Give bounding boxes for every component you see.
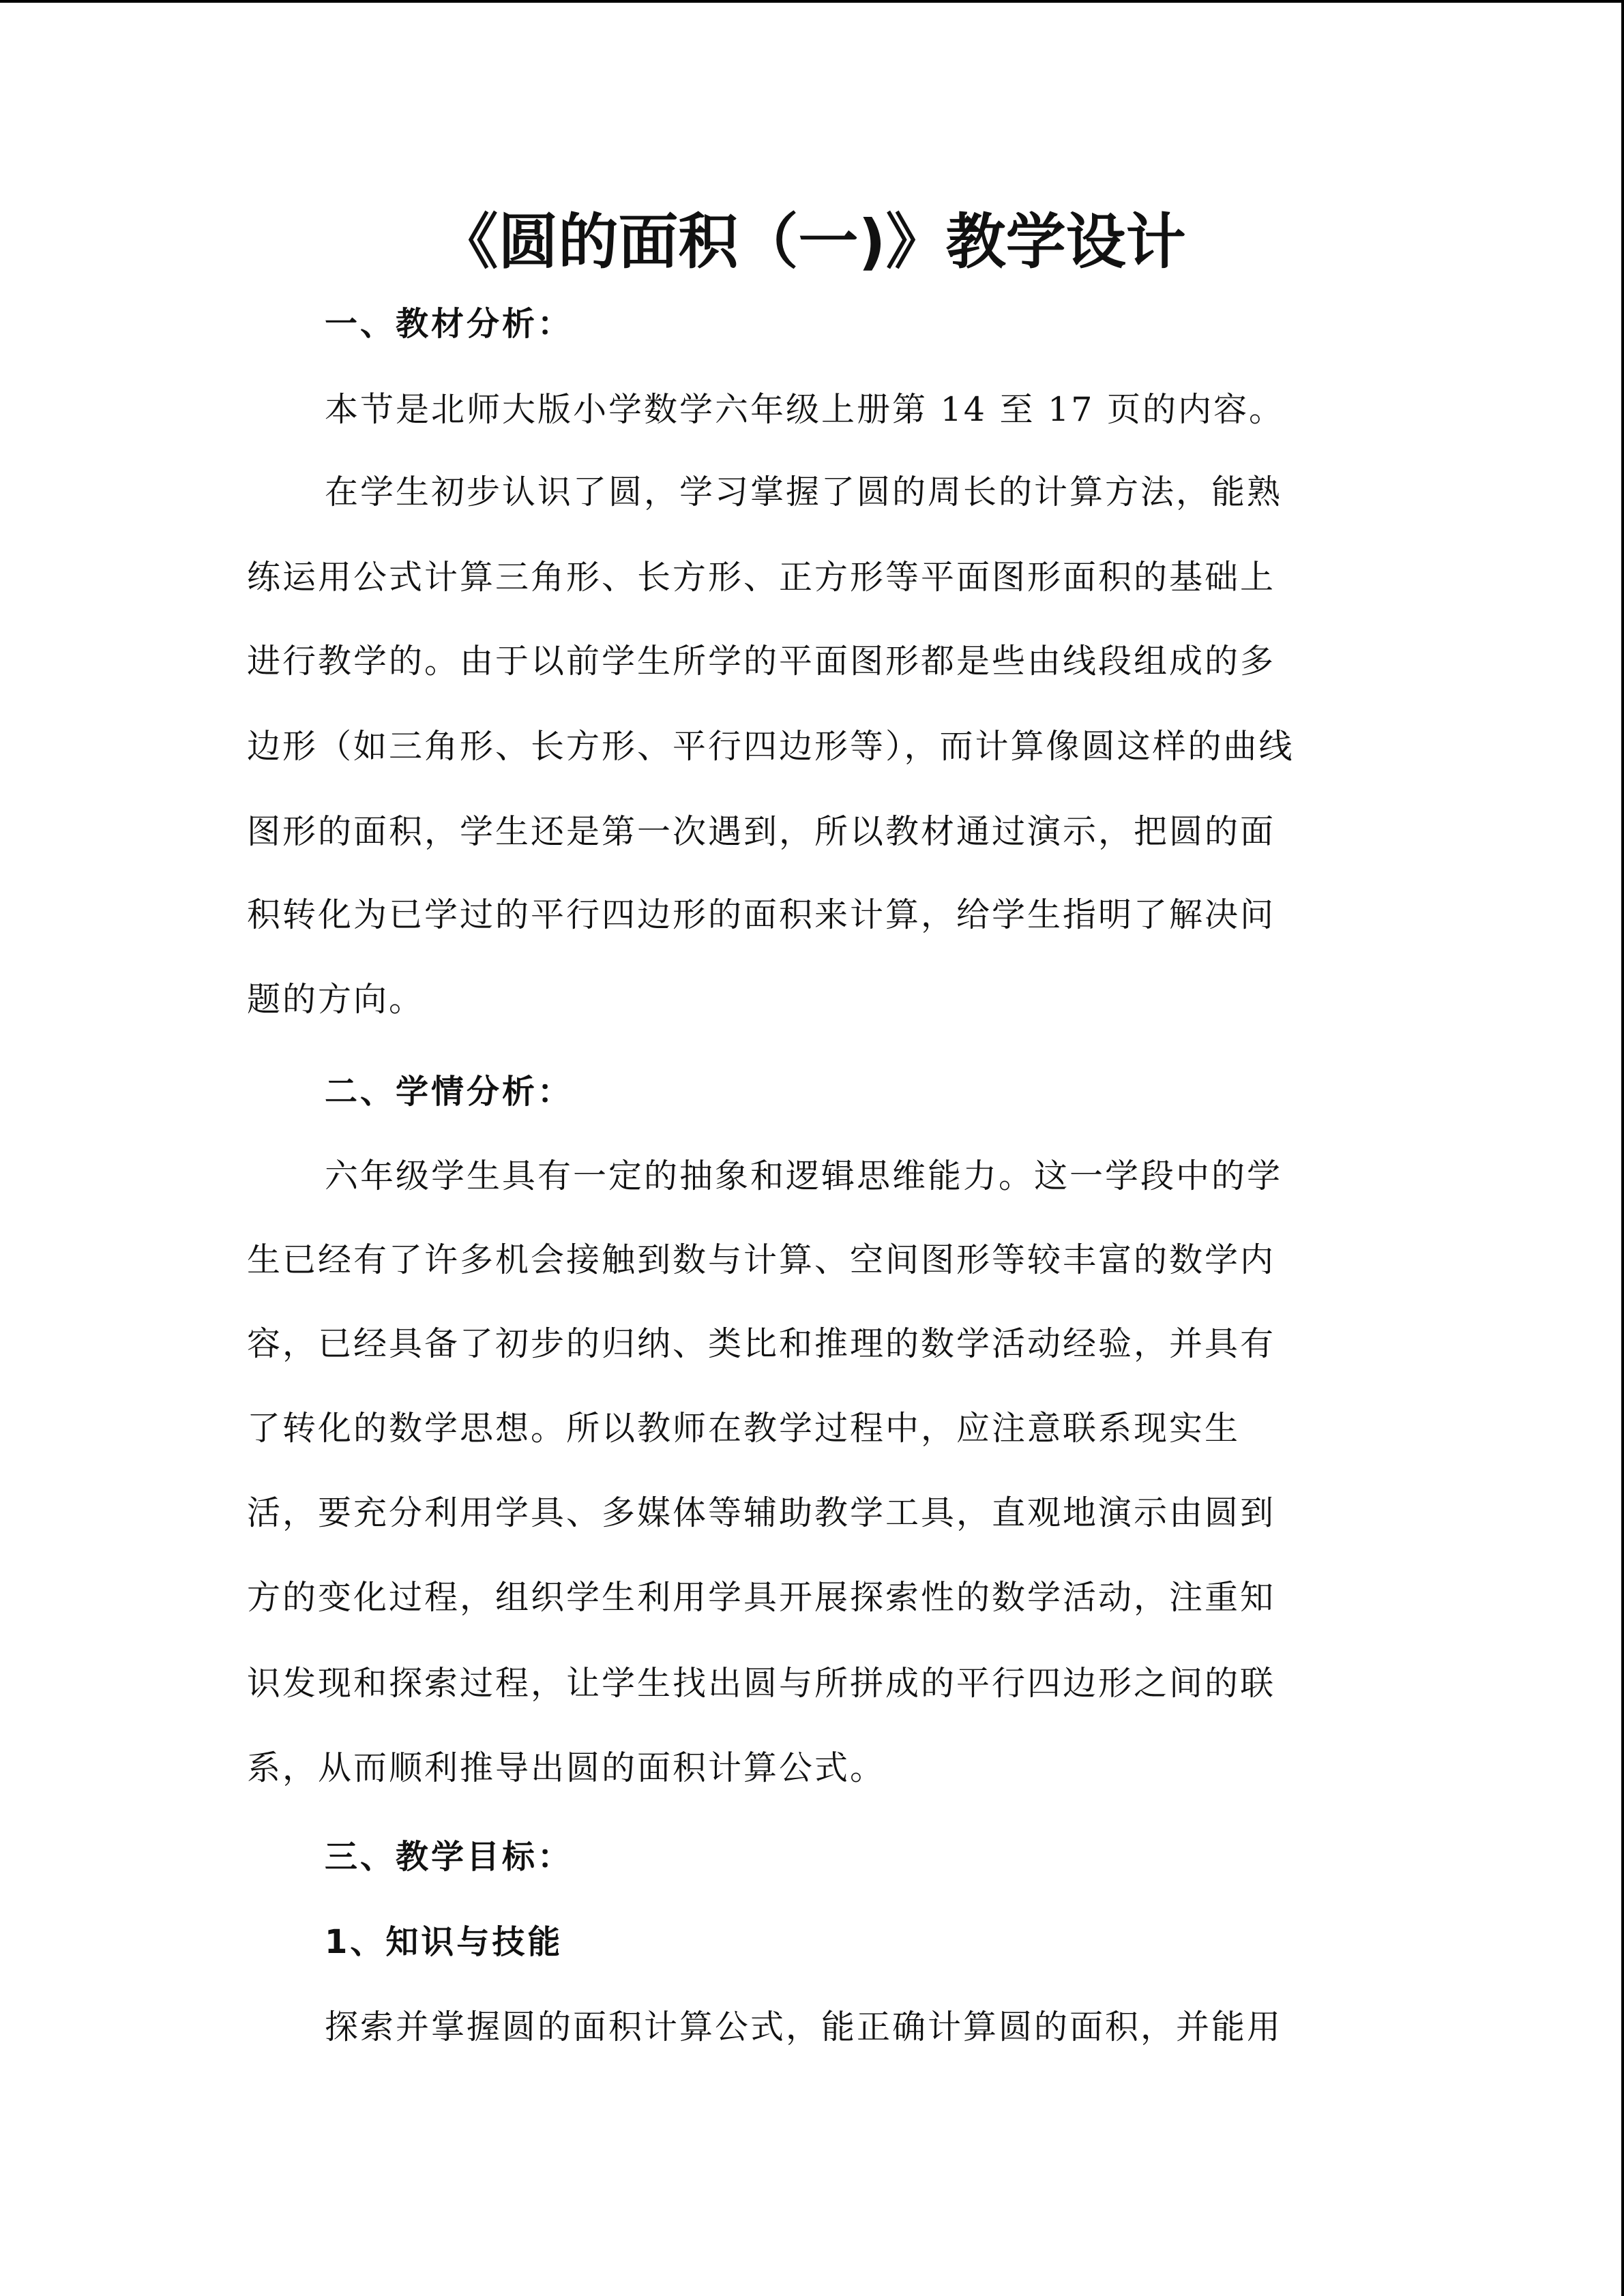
section-heading-teaching-goals: 三、教学目标： <box>325 1838 574 1876</box>
paragraph-line: 容，已经具备了初步的归纳、类比和推理的数学活动经验，并具有 <box>247 1324 1276 1363</box>
paragraph-line: 练运用公式计算三角形、长方形、正方形等平面图形面积的基础上 <box>247 558 1276 597</box>
paragraph-line: 在学生初步认识了圆，学习掌握了圆的周长的计算方法，能熟 <box>325 473 1283 511</box>
paragraph-line: 生已经有了许多机会接触到数与计算、空间图形等较丰富的数学内 <box>247 1240 1276 1279</box>
paragraph-line: 探索并掌握圆的面积计算公式，能正确计算圆的面积，并能用 <box>325 2008 1283 2046</box>
paragraph-line: 六年级学生具有一定的抽象和逻辑思维能力。这一学段中的学 <box>325 1157 1283 1195</box>
paragraph-line: 进行教学的。由于以前学生所学的平面图形都是些由线段组成的多 <box>247 642 1276 681</box>
paragraph-line: 积转化为已学过的平行四边形的面积来计算，给学生指明了解决问 <box>247 895 1276 934</box>
paragraph-line: 方的变化过程，组织学生利用学具开展探索性的数学活动，注重知 <box>247 1578 1276 1617</box>
paragraph-line: 图形的面积，学生还是第一次遇到，所以教材通过演示，把圆的面 <box>247 812 1276 851</box>
paragraph-line: 系，从而顺利推导出圆的面积计算公式。 <box>247 1748 886 1787</box>
paragraph-line: 题的方向。 <box>247 980 425 1019</box>
paragraph-line: 本节是北师大版小学数学六年级上册第 14 至 17 页的内容。 <box>325 390 1285 429</box>
document-title: 《圆的面积（一)》教学设计 <box>438 207 1186 277</box>
paragraph-line: 边形（如三角形、长方形、平行四边形等），而计算像圆这样的曲线 <box>247 727 1295 766</box>
subheading-knowledge-skills: 1、知识与技能 <box>325 1923 563 1961</box>
paragraph-line: 了转化的数学思想。所以教师在教学过程中，应注意联系现实生 <box>247 1409 1241 1448</box>
paragraph-line: 活，要充分利用学具、多媒体等辅助教学工具，直观地演示由圆到 <box>247 1493 1276 1532</box>
section-heading-textbook-analysis: 一、教材分析： <box>325 305 574 343</box>
paragraph-line: 识发现和探索过程，让学生找出圆与所拼成的平行四边形之间的联 <box>247 1664 1276 1703</box>
page-right-border <box>1621 0 1624 2296</box>
page-top-border <box>0 0 1624 3</box>
section-heading-learner-analysis: 二、学情分析： <box>325 1073 574 1111</box>
